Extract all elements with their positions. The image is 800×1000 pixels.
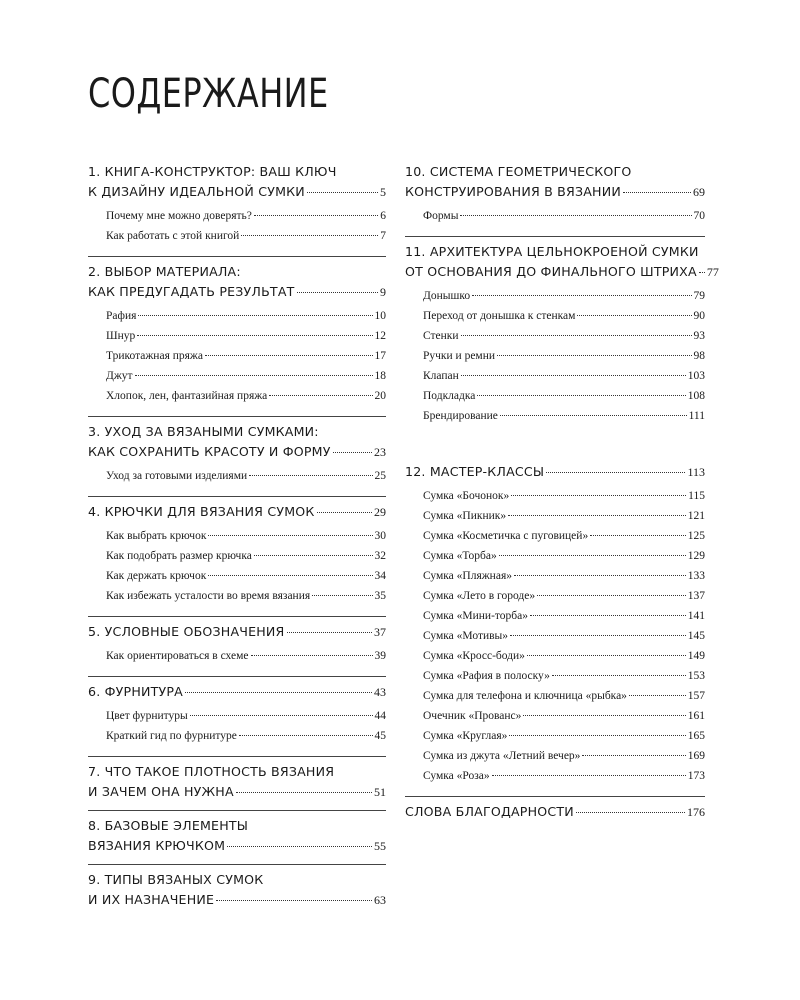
toc-subsection[interactable] [405, 769, 705, 783]
toc-chapter-title: 1. КНИГА-КОНСТРУКТОР: ВАШ КЛЮЧ [88, 164, 337, 179]
toc-chapter-title: 3. УХОД ЗА ВЯЗАНЫМИ СУМКАМИ: [88, 424, 319, 439]
toc-chapter [88, 165, 386, 257]
page-number: 149 [687, 650, 705, 662]
dot-leader [241, 235, 378, 236]
dot-leader [254, 215, 378, 216]
page-number: 70 [693, 210, 705, 222]
toc-subsection[interactable] [405, 209, 705, 223]
toc-subsection[interactable] [88, 529, 386, 543]
page-number: 20 [374, 390, 386, 402]
toc-chapter-heading[interactable] [88, 185, 386, 199]
page-number: 121 [687, 510, 705, 522]
toc-subsection[interactable] [405, 409, 705, 423]
dot-leader [509, 735, 685, 736]
toc-subsection[interactable] [405, 309, 705, 323]
page-number: 18 [374, 370, 386, 382]
toc-subsection[interactable] [405, 349, 705, 363]
toc-subsection-title: Очечник «Прованс» [423, 710, 522, 722]
dot-leader [699, 272, 705, 273]
page-number: 157 [687, 690, 705, 702]
dot-leader [251, 655, 373, 656]
page-number: 115 [688, 490, 705, 502]
page-number: 7 [380, 230, 386, 242]
toc-chapter-title: И ИХ НАЗНАЧЕНИЕ [88, 892, 215, 907]
toc-chapter [88, 625, 386, 677]
page-number: 23 [374, 445, 386, 459]
toc-subsection[interactable] [405, 529, 705, 543]
toc-subsection-title: Стенки [423, 330, 459, 342]
dot-leader [576, 812, 685, 813]
toc-subsection[interactable] [405, 329, 705, 343]
dot-leader [508, 515, 686, 516]
toc-chapter-heading[interactable] [405, 185, 705, 199]
page-number: 6 [380, 210, 386, 222]
dot-leader [629, 695, 686, 696]
page-number: 153 [687, 670, 705, 682]
page-number: 141 [687, 610, 705, 622]
toc-subsection-title: Сумка «Торба» [423, 550, 497, 562]
toc-subsection-list [88, 205, 386, 251]
toc-chapter-title: ОТ ОСНОВАНИЯ ДО ФИНАЛЬНОГО ШТРИХА [405, 264, 697, 279]
page-number: 77 [706, 265, 719, 279]
dot-leader [577, 315, 691, 316]
dot-leader [185, 692, 372, 693]
toc-subsection[interactable] [88, 209, 386, 223]
toc-right-column [405, 162, 719, 838]
page-number: 34 [374, 570, 386, 582]
toc-subsection[interactable] [88, 569, 386, 583]
toc-subsection-list [405, 485, 705, 791]
page-number: 45 [374, 730, 386, 742]
toc-subsection-title: Сумка «Бочонок» [423, 490, 510, 502]
toc-chapter-heading[interactable] [405, 465, 705, 479]
toc-subsection-title: Сумка для телефона и ключница «рыбка» [423, 690, 627, 702]
toc-chapter-title: 9. ТИПЫ ВЯЗАНЫХ СУМОК [88, 872, 264, 887]
dot-leader [239, 735, 373, 736]
dot-leader [511, 495, 686, 496]
toc-subsection[interactable] [405, 629, 705, 643]
toc-subsection-title: Хлопок, лен, фантазийная пряжа [106, 390, 268, 402]
toc-left-column [88, 162, 386, 926]
page-number: 79 [693, 290, 705, 302]
page-number: 98 [693, 350, 705, 362]
toc-chapter-heading[interactable] [88, 505, 386, 519]
toc-subsection[interactable] [88, 369, 386, 383]
toc-chapter [405, 465, 705, 797]
dot-leader [523, 715, 685, 716]
toc-chapter-title: КАК СОХРАНИТЬ КРАСОТУ И ФОРМУ [88, 444, 331, 459]
dot-leader [460, 215, 691, 216]
toc-subsection[interactable] [405, 549, 705, 563]
toc-subsection[interactable] [88, 309, 386, 323]
dot-leader [537, 595, 686, 596]
page-number: 17 [374, 350, 386, 362]
page-number: 125 [687, 530, 705, 542]
dot-leader [333, 452, 372, 453]
toc-chapter [88, 505, 386, 617]
page-number: 145 [687, 630, 705, 642]
dot-leader [546, 472, 685, 473]
page-number: 25 [374, 470, 386, 482]
toc-subsection-list [405, 285, 705, 431]
toc-chapter [88, 765, 386, 811]
page-title: СОДЕРЖАНИЕ [88, 71, 329, 117]
toc-chapter [88, 873, 386, 918]
toc-subsection-title: Сумка «Косметичка с пуговицей» [423, 530, 589, 542]
toc-subsection-title: Как избежать усталости во время вязания [106, 590, 311, 602]
toc-chapter-heading[interactable] [88, 625, 386, 639]
toc-subsection-title: Переход от донышка к стенкам [423, 310, 576, 322]
toc-subsection[interactable] [405, 389, 705, 403]
toc-chapter-title: И ЗАЧЕМ ОНА НУЖНА [88, 784, 234, 799]
toc-subsection[interactable] [88, 549, 386, 563]
toc-subsection[interactable] [88, 349, 386, 363]
dot-leader [227, 846, 372, 847]
toc-chapter-heading[interactable] [88, 265, 386, 279]
page-number: 51 [374, 785, 386, 799]
toc-subsection[interactable] [88, 229, 386, 243]
toc-subsection[interactable] [88, 649, 386, 663]
toc-chapter-title: СЛОВА БЛАГОДАРНОСТИ [405, 804, 574, 819]
toc-chapter-heading[interactable] [405, 165, 705, 179]
toc-subsection[interactable] [88, 389, 386, 403]
dot-leader [317, 512, 372, 513]
dot-leader [254, 555, 373, 556]
toc-subsection-title: Как подобрать размер крючка [106, 550, 252, 562]
page-number: 69 [693, 185, 705, 199]
toc-subsection-title: Как ориентироваться в схеме [106, 650, 249, 662]
page-number: 10 [374, 310, 386, 322]
page-number: 165 [687, 730, 705, 742]
page-number: 43 [374, 685, 386, 699]
dot-leader [472, 295, 691, 296]
dot-leader [492, 775, 686, 776]
toc-subsection[interactable] [405, 729, 705, 743]
page-number: 176 [687, 805, 705, 819]
toc-subsection-list [405, 205, 705, 231]
toc-subsection[interactable] [405, 609, 705, 623]
toc-subsection[interactable] [88, 589, 386, 603]
dot-leader [137, 335, 372, 336]
toc-subsection-list [88, 525, 386, 611]
dot-leader [135, 375, 373, 376]
toc-subsection-title: Сумка «Мини-торба» [423, 610, 528, 622]
page-number: 63 [374, 893, 386, 907]
dot-leader [461, 375, 686, 376]
toc-subsection-title: Почему мне можно доверять? [106, 210, 252, 222]
toc-chapter-title: КОНСТРУИРОВАНИЯ В ВЯЗАНИИ [405, 184, 621, 199]
page-number: 113 [687, 465, 705, 479]
page-number: 93 [693, 330, 705, 342]
page-number: 37 [374, 625, 386, 639]
toc-chapter-title: 2. ВЫБОР МАТЕРИАЛА: [88, 264, 241, 279]
toc-subsection-title: Ручки и ремни [423, 350, 496, 362]
page-number: 32 [374, 550, 386, 562]
page-number: 161 [687, 710, 705, 722]
dot-leader [307, 192, 378, 193]
toc-subsection-list [88, 305, 386, 411]
toc-subsection[interactable] [405, 589, 705, 603]
page-number: 133 [687, 570, 705, 582]
toc-chapter-heading[interactable] [88, 425, 386, 439]
toc-subsection-title: Как держать крючок [106, 570, 207, 582]
toc-chapter-heading[interactable] [88, 445, 386, 459]
toc-subsection-title: Джут [106, 370, 133, 382]
dot-leader [582, 755, 685, 756]
toc-chapter-heading[interactable] [405, 264, 719, 279]
toc-chapter-title: 10. СИСТЕМА ГЕОМЕТРИЧЕСКОГО [405, 164, 632, 179]
toc-chapter-heading[interactable] [88, 893, 386, 907]
page-number: 35 [374, 590, 386, 602]
toc-subsection-title: Брендирование [423, 410, 498, 422]
toc-chapter-title: 5. УСЛОВНЫЕ ОБОЗНАЧЕНИЯ [88, 624, 285, 639]
toc-chapter-heading[interactable] [88, 873, 386, 887]
page-number: 103 [687, 370, 705, 382]
dot-leader [514, 575, 686, 576]
dot-leader [590, 535, 686, 536]
toc-chapter [88, 685, 386, 757]
toc-chapter-title: 8. БАЗОВЫЕ ЭЛЕМЕНТЫ [88, 818, 249, 833]
toc-chapter [88, 265, 386, 417]
dot-leader [249, 475, 372, 476]
toc-subsection[interactable] [88, 469, 386, 483]
dot-leader [297, 292, 378, 293]
toc-subsection-title: Сумка «Роза» [423, 770, 490, 782]
toc-subsection-title: Сумка «Кросс-боди» [423, 650, 525, 662]
toc-subsection-title: Сумка «Круглая» [423, 730, 508, 742]
page-number: 111 [688, 410, 705, 422]
toc-subsection-title: Сумка из джута «Летний вечер» [423, 750, 581, 762]
page-number: 30 [374, 530, 386, 542]
page-number: 55 [374, 839, 386, 853]
toc-chapter-title: К ДИЗАЙНУ ИДЕАЛЬНОЙ СУМКИ [88, 184, 305, 199]
toc-subsection-title: Шнур [106, 330, 136, 342]
dot-leader [208, 535, 372, 536]
dot-leader [138, 315, 372, 316]
toc-subsection[interactable] [405, 669, 705, 683]
toc-subsection-title: Формы [423, 210, 459, 222]
dot-leader [500, 415, 687, 416]
toc-subsection-title: Как выбрать крючок [106, 530, 207, 542]
page-number: 137 [687, 590, 705, 602]
toc-chapter-title: 7. ЧТО ТАКОЕ ПЛОТНОСТЬ ВЯЗАНИЯ [88, 764, 335, 779]
dot-leader [236, 792, 372, 793]
toc-subsection-list [88, 465, 386, 491]
page-number: 169 [687, 750, 705, 762]
page-number: 129 [687, 550, 705, 562]
toc-subsection-title: Уход за готовыми изделиями [106, 470, 248, 482]
toc-chapter-title: 4. КРЮЧКИ ДЛЯ ВЯЗАНИЯ СУМОК [88, 504, 315, 519]
toc-subsection[interactable] [405, 749, 705, 763]
toc-subsection[interactable] [88, 709, 386, 723]
dot-leader [208, 575, 372, 576]
toc-subsection-title: Сумка «Пикник» [423, 510, 507, 522]
toc-subsection[interactable] [405, 489, 705, 503]
toc-subsection[interactable] [88, 729, 386, 743]
toc-subsection-title: Трикотажная пряжа [106, 350, 203, 362]
toc-subsection-title: Краткий гид по фурнитуре [106, 730, 237, 742]
page-number: 39 [374, 650, 386, 662]
toc-subsection-title: Сумка «Рафия в полоску» [423, 670, 550, 682]
page-number: 29 [374, 505, 386, 519]
toc-subsection[interactable] [405, 509, 705, 523]
toc-chapter-heading[interactable] [88, 685, 386, 699]
toc-subsection-title: Донышко [423, 290, 471, 302]
toc-subsection[interactable] [405, 689, 705, 703]
page-number: 5 [380, 185, 386, 199]
toc-chapter-heading[interactable] [88, 165, 386, 179]
dot-leader [623, 192, 691, 193]
dot-leader [477, 395, 685, 396]
dot-leader [499, 555, 686, 556]
page-number: 12 [374, 330, 386, 342]
dot-leader [312, 595, 372, 596]
toc-subsection-title: Клапан [423, 370, 459, 382]
dot-leader [530, 615, 686, 616]
toc-chapter-title: 11. АРХИТЕКТУРА ЦЕЛЬНОКРОЕНОЙ СУМКИ [405, 244, 699, 259]
toc-chapter-title: ВЯЗАНИЯ КРЮЧКОМ [88, 838, 226, 853]
dot-leader [510, 635, 686, 636]
toc-chapter-title: КАК ПРЕДУГАДАТЬ РЕЗУЛЬТАТ [88, 284, 295, 299]
toc-subsection-title: Рафия [106, 310, 137, 322]
dot-leader [461, 335, 692, 336]
toc-chapter [405, 244, 719, 436]
toc-subsection[interactable] [88, 329, 386, 343]
dot-leader [287, 632, 372, 633]
toc-chapter [88, 425, 386, 497]
toc-subsection-title: Сумка «Пляжная» [423, 570, 512, 582]
toc-chapter-title: 12. МАСТЕР-КЛАССЫ [405, 464, 545, 479]
dot-leader [216, 900, 372, 901]
toc-subsection[interactable] [405, 649, 705, 663]
dot-leader [552, 675, 686, 676]
toc-chapter-heading[interactable] [405, 245, 705, 259]
toc-subsection-title: Цвет фурнитуры [106, 710, 188, 722]
toc-subsection-title: Подкладка [423, 390, 476, 402]
dot-leader [269, 395, 372, 396]
toc-subsection-list [88, 645, 386, 671]
toc-chapter-heading[interactable] [405, 805, 705, 819]
page-number: 108 [687, 390, 705, 402]
toc-chapter-heading[interactable] [88, 285, 386, 299]
toc-chapter-title: 6. ФУРНИТУРА [88, 684, 183, 699]
toc-subsection[interactable] [405, 369, 705, 383]
toc-chapter [405, 165, 705, 237]
toc-chapter-heading[interactable] [88, 839, 386, 853]
dot-leader [497, 355, 691, 356]
toc-subsection-title: Как работать с этой книгой [106, 230, 240, 242]
dot-leader [190, 715, 373, 716]
toc-chapter-heading[interactable] [88, 785, 386, 799]
toc-subsection-list [88, 705, 386, 751]
page-number: 44 [374, 710, 386, 722]
toc-subsection[interactable] [405, 709, 705, 723]
toc-chapter-heading[interactable] [88, 819, 386, 833]
toc-subsection-title: Сумка «Лето в городе» [423, 590, 536, 602]
toc-chapter [88, 819, 386, 865]
toc-chapter [405, 805, 705, 830]
dot-leader [527, 655, 686, 656]
page-number: 173 [687, 770, 705, 782]
toc-subsection-title: Сумка «Мотивы» [423, 630, 509, 642]
dot-leader [205, 355, 373, 356]
toc-subsection[interactable] [405, 569, 705, 583]
page-number: 90 [693, 310, 705, 322]
toc-chapter-heading[interactable] [88, 765, 386, 779]
page-number: 9 [380, 285, 386, 299]
toc-subsection[interactable] [405, 289, 705, 303]
